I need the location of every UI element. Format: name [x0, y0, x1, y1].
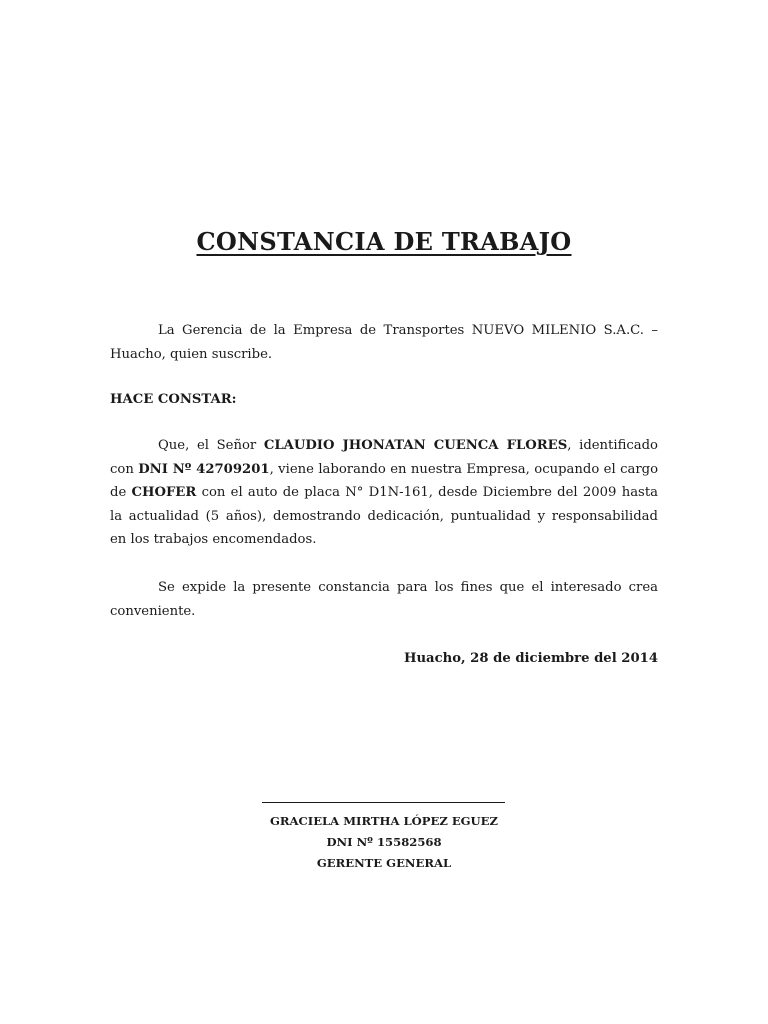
signatory-name: GRACIELA MIRTHA LÓPEZ EGUEZ	[270, 814, 498, 828]
document-title: CONSTANCIA DE TRABAJO	[196, 227, 572, 256]
main-text-2: , identificado con	[110, 438, 658, 477]
signatory-dni: DNI Nº 15582568	[326, 835, 442, 849]
hace-constar-heading: HACE CONSTAR:	[110, 392, 237, 407]
employee-position: CHOFER	[131, 485, 197, 500]
intro-text: La Gerencia de la Empresa de Transportes NUEVO MILENIO S.A.C. – Huacho, quien suscribe.	[110, 323, 658, 362]
closing-paragraph: Se expide la presente constancia para los fines que el interesado crea conveniente.	[110, 580, 658, 619]
main-text-4: con el auto de placa N° D1N-161, desde Diciembre del 2009 hasta la actualidad (5 años), demostrando dedicación, puntualidad y responsabilidad en los trabajos encomendados.	[110, 485, 658, 547]
main-text-1: Que, el Señor	[158, 438, 264, 453]
date-line: Huacho, 28 de diciembre del 2014	[403, 651, 658, 666]
signatory-role: GERENTE GENERAL	[316, 856, 452, 870]
main-paragraph	[110, 434, 658, 552]
main-text-3: , viene laborando en nuestra Empresa, ocupando el cargo de	[110, 461, 659, 500]
employee-name: CLAUDIO JHONATAN CUENCA FLORES	[263, 438, 568, 453]
signature-line	[262, 802, 505, 803]
employee-dni: DNI Nº 42709201	[138, 461, 270, 477]
intro-paragraph	[110, 319, 658, 366]
signature-block	[184, 811, 584, 874]
